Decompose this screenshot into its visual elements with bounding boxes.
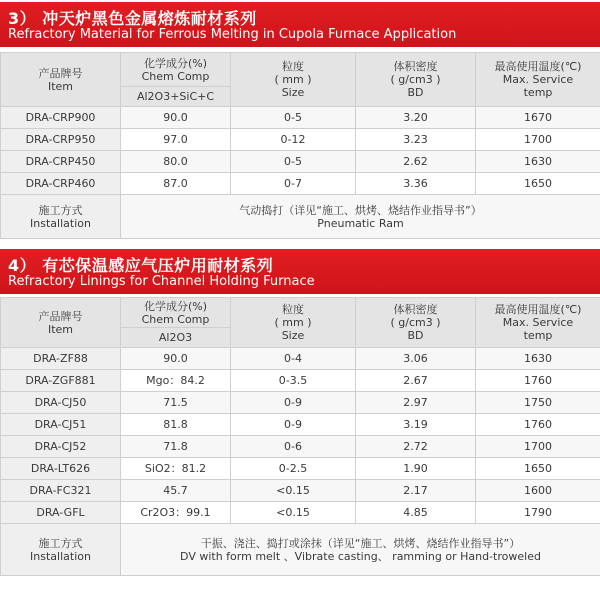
header-product-en: Item: [47, 322, 74, 336]
cell-chem: 71.8: [121, 436, 231, 458]
table-row: [1, 151, 600, 173]
cell-temp: 1750: [476, 392, 600, 414]
cell-bd: 1.90: [356, 458, 476, 480]
cell-temp: 1790: [476, 502, 600, 524]
header-temp-cn: 最高使用温度(℃): [494, 303, 582, 316]
install-label-en: Installation: [30, 216, 91, 230]
header-bd-unit: ( g/cm3 ): [390, 316, 441, 329]
cell-code: DRA-CRP460: [1, 173, 121, 195]
header-bd-cn: 体积密度: [393, 303, 438, 316]
cell-size: 0-12: [231, 129, 356, 151]
install-method-cn: 气动捣打（详见“施工、烘烤、烧结作业指导书”）: [239, 203, 482, 217]
cell-code: DRA-CRP950: [1, 129, 121, 151]
section-4-title-cn: 4） 有芯保温感应气压炉用耐材系列: [8, 256, 274, 275]
cell-size: 0-7: [231, 173, 356, 195]
header-size-unit: ( mm ): [274, 316, 312, 329]
table-row: [1, 107, 600, 129]
section-3-title-en: Refractory Material for Ferrous Melting in Cupola Furnace Application: [8, 27, 457, 42]
cell-code: DRA-CJ52: [1, 436, 121, 458]
header-product-cn: 产品牌号: [38, 66, 83, 80]
cell-code: DRA-LT626: [1, 458, 121, 480]
header-temp-en1: Max. Service: [502, 73, 574, 86]
cell-chem: SiO2：81.2: [121, 458, 231, 480]
cell-temp: 1650: [476, 458, 600, 480]
install-method-en: Pneumatic Ram: [317, 216, 404, 230]
install-label-cn: 施工方式: [38, 203, 83, 217]
header-bd-cn: 体积密度: [393, 60, 438, 73]
cell-temp: 1700: [476, 129, 600, 151]
table-row: [1, 129, 600, 151]
cell-chem: 81.8: [121, 414, 231, 436]
cell-temp: 1760: [476, 414, 600, 436]
table-row: [1, 414, 600, 436]
cell-code: DRA-CRP900: [1, 107, 121, 129]
cell-bd: 2.17: [356, 480, 476, 502]
header-temp-en2: temp: [523, 86, 553, 99]
section-3-table: [0, 52, 600, 239]
cell-bd: 2.72: [356, 436, 476, 458]
table-row: [1, 370, 600, 392]
header-temp-cn: 最高使用温度(℃): [494, 60, 582, 73]
header-chem-en: Chem Comp: [141, 69, 210, 83]
cell-bd: 2.97: [356, 392, 476, 414]
cell-bd: 3.23: [356, 129, 476, 151]
header-size: [231, 298, 356, 348]
header-product-cn: 产品牌号: [38, 309, 83, 323]
section-4-banner: [0, 249, 600, 294]
cell-bd: 2.62: [356, 151, 476, 173]
cell-size: 0-9: [231, 414, 356, 436]
cell-size: 0-3.5: [231, 370, 356, 392]
cell-size: 0-9: [231, 392, 356, 414]
header-temp-en1: Max. Service: [502, 316, 574, 329]
header-temp: [476, 298, 600, 348]
cell-code: DRA-CJ50: [1, 392, 121, 414]
cell-chem: 87.0: [121, 173, 231, 195]
cell-code: DRA-ZF88: [1, 348, 121, 370]
install-method-en: DV with form melt 、Vibrate casting、 ramming or Hand-troweled: [180, 549, 541, 563]
cell-chem: Mgo：84.2: [121, 370, 231, 392]
cell-size: 0-2.5: [231, 458, 356, 480]
header-bd-en: BD: [407, 329, 424, 342]
header-size-unit: ( mm ): [274, 73, 312, 86]
section-4-table: [0, 297, 600, 576]
cell-chem: 90.0: [121, 348, 231, 370]
install-label: [1, 524, 121, 576]
cell-bd: 3.06: [356, 348, 476, 370]
cell-size: 0-5: [231, 107, 356, 129]
header-chem-sub: Al2O3+SiC+C: [121, 87, 231, 107]
table-row: [1, 502, 600, 524]
cell-temp: 1630: [476, 348, 600, 370]
cell-chem: 97.0: [121, 129, 231, 151]
install-label: [1, 195, 121, 239]
cell-code: DRA-FC321: [1, 480, 121, 502]
cell-temp: 1760: [476, 370, 600, 392]
cell-code: DRA-ZGF881: [1, 370, 121, 392]
cell-chem: 45.7: [121, 480, 231, 502]
install-method: [121, 524, 600, 576]
header-product-en: Item: [47, 79, 74, 93]
cell-size: 0-6: [231, 436, 356, 458]
table-row: [1, 436, 600, 458]
header-chem: [121, 298, 231, 328]
header-size: [231, 53, 356, 107]
cell-temp: 1600: [476, 480, 600, 502]
header-temp-en2: temp: [523, 329, 553, 342]
cell-bd: 3.20: [356, 107, 476, 129]
table-row: [1, 392, 600, 414]
install-label-en: Installation: [30, 549, 91, 563]
cell-size: 0-4: [231, 348, 356, 370]
header-temp: [476, 53, 600, 107]
section-4-title-en: Refractory Linings for Channel Holding Furnace: [8, 274, 315, 289]
table-row: [1, 458, 600, 480]
cell-chem: Cr2O3：99.1: [121, 502, 231, 524]
table-row: [1, 348, 600, 370]
header-bd-en: BD: [407, 86, 424, 99]
cell-size: <0.15: [231, 480, 356, 502]
header-chem-cn: 化学成分(%): [143, 56, 208, 70]
header-bd: [356, 298, 476, 348]
cell-bd: 2.67: [356, 370, 476, 392]
cell-chem: 90.0: [121, 107, 231, 129]
header-chem-en: Chem Comp: [141, 312, 210, 326]
header-size-cn: 粒度: [282, 303, 304, 316]
header-product: [1, 298, 121, 348]
table-row: [1, 173, 600, 195]
cell-bd: 3.36: [356, 173, 476, 195]
header-chem-sub: Al2O3: [121, 328, 231, 348]
install-method: [121, 195, 600, 239]
table-row: [1, 480, 600, 502]
install-label-cn: 施工方式: [38, 536, 83, 550]
cell-temp: 1670: [476, 107, 600, 129]
install-method-cn: 干振、浇注、捣打或涂抹（详见“施工、烘烤、烧结作业指导书”）: [200, 536, 521, 550]
section-3-title-cn: 3） 冲天炉黑色金属熔炼耐材系列: [8, 9, 257, 28]
cell-temp: 1700: [476, 436, 600, 458]
header-size-en: Size: [281, 329, 305, 342]
header-product: [1, 53, 121, 107]
cell-temp: 1630: [476, 151, 600, 173]
cell-temp: 1650: [476, 173, 600, 195]
cell-chem: 80.0: [121, 151, 231, 173]
header-bd-unit: ( g/cm3 ): [390, 73, 441, 86]
section-3-banner: [0, 2, 600, 47]
header-chem: [121, 53, 231, 87]
cell-code: DRA-CJ51: [1, 414, 121, 436]
cell-code: DRA-GFL: [1, 502, 121, 524]
cell-chem: 71.5: [121, 392, 231, 414]
header-size-en: Size: [281, 86, 305, 99]
header-chem-cn: 化学成分(%): [143, 299, 208, 313]
cell-bd: 3.19: [356, 414, 476, 436]
cell-bd: 4.85: [356, 502, 476, 524]
cell-size: 0-5: [231, 151, 356, 173]
cell-size: <0.15: [231, 502, 356, 524]
header-bd: [356, 53, 476, 107]
cell-code: DRA-CRP450: [1, 151, 121, 173]
header-size-cn: 粒度: [282, 60, 304, 73]
